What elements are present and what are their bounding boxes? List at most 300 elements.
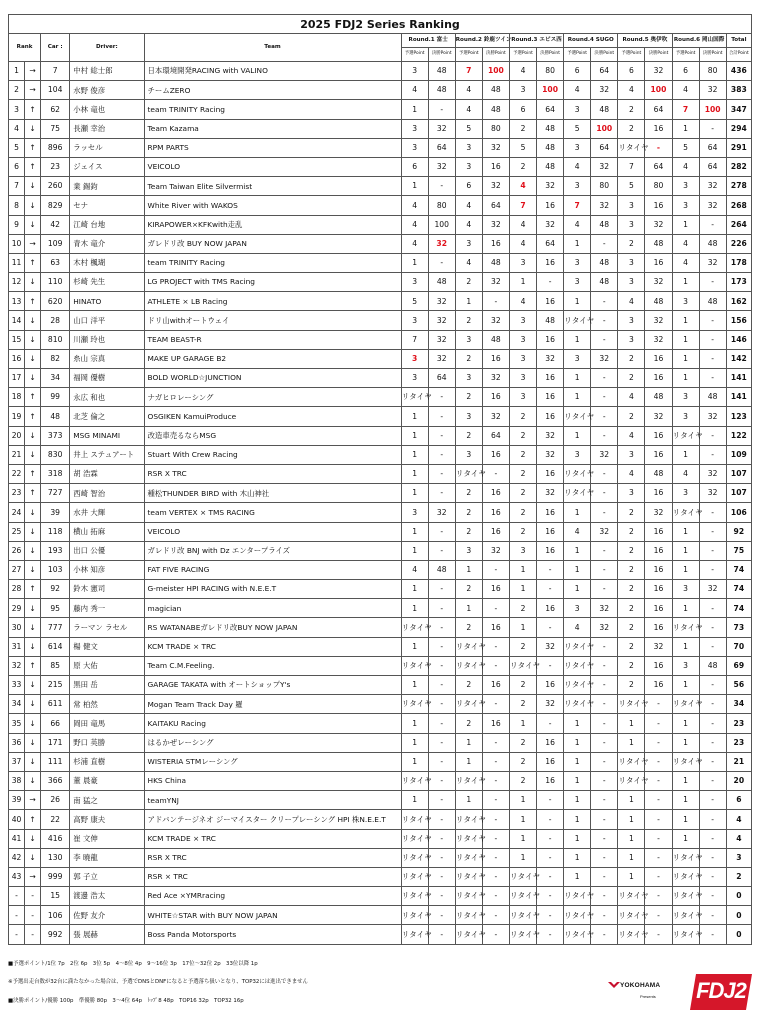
- round-6-header: Round.6 岡山国際: [672, 34, 726, 48]
- r2-final: 48: [482, 100, 509, 119]
- r1-final: -: [428, 867, 455, 886]
- car-number: 85: [41, 656, 70, 675]
- total-points: 20: [726, 771, 751, 790]
- driver-name: 高野 康夫: [70, 810, 144, 829]
- r5-qual: リタイヤ: [618, 771, 645, 790]
- r1-final: 100: [428, 215, 455, 234]
- total-points: 268: [726, 196, 751, 215]
- r5-qual: 2: [618, 100, 645, 119]
- total-points: 69: [726, 656, 751, 675]
- r2-final: -: [482, 464, 509, 483]
- total-points: 141: [726, 369, 751, 388]
- r4-final: 32: [591, 522, 618, 541]
- total-points: 122: [726, 426, 751, 445]
- r3-final: 16: [537, 196, 564, 215]
- r4-qual: 1: [564, 541, 591, 560]
- r6-qual: 1: [672, 541, 699, 560]
- r5-qual: 3: [618, 253, 645, 272]
- r6-qual: リタイヤ: [672, 925, 699, 944]
- r5-qual: 2: [618, 676, 645, 695]
- r5-final: 16: [645, 369, 672, 388]
- table-row: [9, 906, 752, 925]
- rank-change: ↓: [25, 445, 41, 464]
- r6-final: -: [699, 560, 726, 579]
- r3-final: 64: [537, 100, 564, 119]
- car-number: 611: [41, 695, 70, 714]
- r5-qual: 3: [618, 445, 645, 464]
- rank: 20: [9, 426, 25, 445]
- r1-final: 64: [428, 369, 455, 388]
- rank: 42: [9, 848, 25, 867]
- r6-qual: 3: [672, 580, 699, 599]
- team-name: KIRAPOWER×KFKwith走乱: [144, 215, 401, 234]
- r3-final: 48: [537, 311, 564, 330]
- r1-qual: 3: [401, 503, 428, 522]
- rank: 28: [9, 580, 25, 599]
- r1-qual: リタイヤ: [401, 810, 428, 829]
- total-points: 23: [726, 714, 751, 733]
- car-number: 106: [41, 906, 70, 925]
- table-row: [9, 330, 752, 349]
- r6-final: -: [699, 273, 726, 292]
- team-name: ドリ山withオートウェイ: [144, 311, 401, 330]
- car-header: Car :: [41, 34, 70, 62]
- team-name: KCM TRADE × TRC: [144, 637, 401, 656]
- r1-qual: 3: [401, 369, 428, 388]
- r4-qual: 1: [564, 714, 591, 733]
- table-row: [9, 215, 752, 234]
- r3-qual: 3: [509, 253, 536, 272]
- driver-name: 長瀬 幸治: [70, 119, 144, 138]
- table-row: [9, 311, 752, 330]
- r4-qual: 1: [564, 292, 591, 311]
- table-row: [9, 656, 752, 675]
- r4-qual: リタイヤ: [564, 695, 591, 714]
- r1-qual: リタイヤ: [401, 906, 428, 925]
- car-number: 614: [41, 637, 70, 656]
- r6-final: 32: [699, 464, 726, 483]
- rank: 32: [9, 656, 25, 675]
- team-name: Red Ace ×YMRracing: [144, 887, 401, 906]
- car-number: 95: [41, 599, 70, 618]
- driver-name: 井上 ステュアート: [70, 445, 144, 464]
- r5-final: 48: [645, 388, 672, 407]
- r3-qual: 4: [509, 292, 536, 311]
- rank-change: ↓: [25, 522, 41, 541]
- r2-final: 48: [482, 330, 509, 349]
- r5-final: 16: [645, 560, 672, 579]
- team-name: ATHLETE × LB Racing: [144, 292, 401, 311]
- r3-final: 32: [537, 349, 564, 368]
- r4-final: -: [591, 695, 618, 714]
- r4-qual: 3: [564, 253, 591, 272]
- r1-final: -: [428, 388, 455, 407]
- r5-qual: 3: [618, 484, 645, 503]
- r5-final: 16: [645, 426, 672, 445]
- r6-qual: 3: [672, 484, 699, 503]
- r4-final: -: [591, 369, 618, 388]
- r2-final: -: [482, 292, 509, 311]
- r1-final: -: [428, 752, 455, 771]
- driver-name: ラーマン ラセル: [70, 618, 144, 637]
- qual-point-header: 予選Point: [618, 48, 645, 62]
- r2-final: -: [482, 599, 509, 618]
- team-header: Team: [144, 34, 401, 62]
- r3-final: 16: [537, 292, 564, 311]
- r6-qual: 1: [672, 733, 699, 752]
- r3-qual: リタイヤ: [509, 906, 536, 925]
- total-points: 4: [726, 810, 751, 829]
- r3-qual: リタイヤ: [509, 867, 536, 886]
- r3-qual: 2: [509, 599, 536, 618]
- r6-final: -: [699, 925, 726, 944]
- r1-final: 64: [428, 138, 455, 157]
- rank: 6: [9, 157, 25, 176]
- r2-final: 16: [482, 503, 509, 522]
- driver-name: MSG MINAMI: [70, 426, 144, 445]
- table-row: [9, 119, 752, 138]
- r6-qual: 1: [672, 215, 699, 234]
- r4-qual: 3: [564, 445, 591, 464]
- r5-final: 80: [645, 177, 672, 196]
- r1-qual: 3: [401, 273, 428, 292]
- r1-qual: リタイヤ: [401, 388, 428, 407]
- r5-qual: 2: [618, 541, 645, 560]
- driver-name: 糸山 宗真: [70, 349, 144, 368]
- rank-change: ↓: [25, 752, 41, 771]
- r3-final: -: [537, 810, 564, 829]
- rank: 13: [9, 292, 25, 311]
- team-name: TEAM BEAST-R: [144, 330, 401, 349]
- r2-final: 16: [482, 714, 509, 733]
- r4-qual: 3: [564, 100, 591, 119]
- r4-final: -: [591, 867, 618, 886]
- r5-qual: 3: [618, 196, 645, 215]
- rank: -: [9, 887, 25, 906]
- r3-qual: 2: [509, 733, 536, 752]
- r2-qual: リタイヤ: [455, 771, 482, 790]
- r2-final: 80: [482, 119, 509, 138]
- r3-final: 16: [537, 330, 564, 349]
- r4-final: -: [591, 464, 618, 483]
- team-name: 改造車売るならMSG: [144, 426, 401, 445]
- rank: 26: [9, 541, 25, 560]
- rank-change: ↓: [25, 541, 41, 560]
- fdj2-logo: [606, 972, 756, 1016]
- r3-qual: 3: [509, 81, 536, 100]
- r1-final: -: [428, 177, 455, 196]
- car-number: 777: [41, 618, 70, 637]
- driver-name: 江崎 台地: [70, 215, 144, 234]
- r1-qual: 1: [401, 407, 428, 426]
- r3-final: 48: [537, 119, 564, 138]
- rank-change: ↓: [25, 560, 41, 579]
- total-points: 156: [726, 311, 751, 330]
- table-row: [9, 62, 752, 81]
- car-number: 22: [41, 810, 70, 829]
- r4-final: -: [591, 426, 618, 445]
- r4-final: 32: [591, 81, 618, 100]
- r4-qual: 1: [564, 829, 591, 848]
- r6-qual: 5: [672, 138, 699, 157]
- r4-final: -: [591, 829, 618, 848]
- r4-qual: 7: [564, 196, 591, 215]
- table-row: [9, 369, 752, 388]
- r1-qual: 1: [401, 714, 428, 733]
- rank: 12: [9, 273, 25, 292]
- table-row: [9, 771, 752, 790]
- r1-final: -: [428, 426, 455, 445]
- rank: 35: [9, 714, 25, 733]
- table-row: [9, 848, 752, 867]
- r2-final: 16: [482, 445, 509, 464]
- r6-final: -: [699, 330, 726, 349]
- r2-qual: 3: [455, 541, 482, 560]
- r5-final: -: [645, 695, 672, 714]
- qual-point-header: 予選Point: [455, 48, 482, 62]
- r3-final: 32: [537, 637, 564, 656]
- rank-change: ↑: [25, 464, 41, 483]
- ranking-table: [8, 14, 752, 945]
- r5-final: 32: [645, 215, 672, 234]
- r6-qual: 1: [672, 791, 699, 810]
- rank-change: ↓: [25, 349, 41, 368]
- r2-qual: 3: [455, 157, 482, 176]
- total-points: 21: [726, 752, 751, 771]
- r2-final: 48: [482, 81, 509, 100]
- table-row: [9, 196, 752, 215]
- r5-qual: リタイヤ: [618, 887, 645, 906]
- team-name: team TRINITY Racing: [144, 253, 401, 272]
- r2-qual: リタイヤ: [455, 637, 482, 656]
- r1-qual: 3: [401, 62, 428, 81]
- r6-final: -: [699, 810, 726, 829]
- table-row: [9, 867, 752, 886]
- r1-qual: 4: [401, 81, 428, 100]
- r3-final: -: [537, 829, 564, 848]
- r4-final: -: [591, 541, 618, 560]
- r6-final: -: [699, 119, 726, 138]
- r2-final: -: [482, 829, 509, 848]
- rank-change: ↑: [25, 100, 41, 119]
- r4-qual: 3: [564, 138, 591, 157]
- yokohama-mark-icon: [608, 981, 620, 989]
- team-name: BOLD WORLD☆JUNCTION: [144, 369, 401, 388]
- driver-name: 水井 大輝: [70, 503, 144, 522]
- r1-qual: 1: [401, 484, 428, 503]
- r4-qual: 1: [564, 560, 591, 579]
- qual-point-header: 予選Point: [509, 48, 536, 62]
- r4-qual: 1: [564, 733, 591, 752]
- round-3-header: Round.3 エビス西: [509, 34, 563, 48]
- r6-final: 32: [699, 81, 726, 100]
- r1-qual: 5: [401, 292, 428, 311]
- table-row: [9, 560, 752, 579]
- r2-qual: 3: [455, 445, 482, 464]
- driver-name: 渡邊 浩太: [70, 887, 144, 906]
- r6-final: -: [699, 618, 726, 637]
- r5-qual: リタイヤ: [618, 906, 645, 925]
- r3-final: -: [537, 887, 564, 906]
- car-number: 26: [41, 791, 70, 810]
- r5-qual: 2: [618, 618, 645, 637]
- r4-qual: 4: [564, 618, 591, 637]
- r5-qual: 1: [618, 733, 645, 752]
- r4-final: 32: [591, 599, 618, 618]
- r6-qual: リタイヤ: [672, 867, 699, 886]
- r1-final: 32: [428, 503, 455, 522]
- r2-qual: 4: [455, 81, 482, 100]
- r6-final: 32: [699, 407, 726, 426]
- table-row: [9, 234, 752, 253]
- rank-change: ↓: [25, 426, 41, 445]
- r5-final: 48: [645, 292, 672, 311]
- team-name: RPM PARTS: [144, 138, 401, 157]
- r5-final: -: [645, 810, 672, 829]
- r3-qual: 5: [509, 138, 536, 157]
- r3-qual: 1: [509, 848, 536, 867]
- rank-change: ↑: [25, 388, 41, 407]
- r5-final: 16: [645, 484, 672, 503]
- team-name: WHITE☆STAR with BUY NOW JAPAN: [144, 906, 401, 925]
- r3-qual: 2: [509, 522, 536, 541]
- rank: 31: [9, 637, 25, 656]
- r1-qual: 1: [401, 733, 428, 752]
- table-row: [9, 599, 752, 618]
- team-name: FAT FIVE RACING: [144, 560, 401, 579]
- r2-final: -: [482, 733, 509, 752]
- driver-name: 佐野 友介: [70, 906, 144, 925]
- r2-qual: 7: [455, 62, 482, 81]
- r2-qual: 2: [455, 426, 482, 445]
- car-number: 63: [41, 253, 70, 272]
- r4-final: -: [591, 887, 618, 906]
- final-point-header: 決勝Point: [645, 48, 672, 62]
- total-points: 107: [726, 484, 751, 503]
- r3-final: 16: [537, 771, 564, 790]
- rank-change: →: [25, 81, 41, 100]
- notes: [8, 962, 568, 1017]
- r3-final: 16: [537, 503, 564, 522]
- r2-qual: 1: [455, 599, 482, 618]
- r1-final: -: [428, 829, 455, 848]
- car-number: 82: [41, 349, 70, 368]
- r1-final: 32: [428, 349, 455, 368]
- team-name: ナガヒロレーシング: [144, 388, 401, 407]
- r4-final: 32: [591, 196, 618, 215]
- total-points: 107: [726, 464, 751, 483]
- r2-qual: 2: [455, 503, 482, 522]
- table-row: [9, 714, 752, 733]
- r2-final: 16: [482, 676, 509, 695]
- table-row: [9, 695, 752, 714]
- r3-qual: 6: [509, 100, 536, 119]
- r2-final: 32: [482, 541, 509, 560]
- r1-final: -: [428, 848, 455, 867]
- driver-name: 業 錫鈞: [70, 177, 144, 196]
- r6-qual: リタイヤ: [672, 695, 699, 714]
- r5-qual: 1: [618, 791, 645, 810]
- car-number: 48: [41, 407, 70, 426]
- rank-change: -: [25, 925, 41, 944]
- r6-final: -: [699, 426, 726, 445]
- rank: 3: [9, 100, 25, 119]
- rank: 4: [9, 119, 25, 138]
- r4-qual: 1: [564, 848, 591, 867]
- qual-point-header: 予選Point: [672, 48, 699, 62]
- r2-qual: 2: [455, 484, 482, 503]
- r3-final: 16: [537, 752, 564, 771]
- r1-final: -: [428, 714, 455, 733]
- team-name: team TRINITY Racing: [144, 100, 401, 119]
- r4-qual: リタイヤ: [564, 464, 591, 483]
- table-row: [9, 522, 752, 541]
- car-number: 28: [41, 311, 70, 330]
- r3-qual: 3: [509, 311, 536, 330]
- r3-final: 16: [537, 522, 564, 541]
- car-number: 171: [41, 733, 70, 752]
- r2-final: 16: [482, 349, 509, 368]
- r6-final: -: [699, 676, 726, 695]
- rank-change: ↓: [25, 311, 41, 330]
- r3-qual: 2: [509, 426, 536, 445]
- r3-qual: 2: [509, 752, 536, 771]
- r4-qual: 3: [564, 273, 591, 292]
- r5-qual: 4: [618, 81, 645, 100]
- r4-final: -: [591, 791, 618, 810]
- r4-final: 100: [591, 119, 618, 138]
- r6-qual: 1: [672, 637, 699, 656]
- car-number: 260: [41, 177, 70, 196]
- r4-qual: 5: [564, 119, 591, 138]
- r4-qual: リタイヤ: [564, 407, 591, 426]
- r2-qual: 4: [455, 196, 482, 215]
- total-points: 75: [726, 541, 751, 560]
- team-name: WISTERIA STMレーシング: [144, 752, 401, 771]
- rank-change: ↓: [25, 119, 41, 138]
- r4-qual: 1: [564, 426, 591, 445]
- total-points: 173: [726, 273, 751, 292]
- table-title: 2025 FDJ2 Series Ranking: [9, 15, 752, 34]
- round-5-header: Round.5 奥伊吹: [618, 34, 672, 48]
- rank-change: ↑: [25, 157, 41, 176]
- r3-qual: 3: [509, 369, 536, 388]
- total-points: 106: [726, 503, 751, 522]
- r2-qual: リタイヤ: [455, 925, 482, 944]
- r1-qual: 1: [401, 580, 428, 599]
- r5-final: 16: [645, 119, 672, 138]
- rank-change: →: [25, 234, 41, 253]
- r4-qual: リタイヤ: [564, 311, 591, 330]
- car-number: 727: [41, 484, 70, 503]
- rank: 40: [9, 810, 25, 829]
- r6-final: -: [699, 791, 726, 810]
- r2-final: 64: [482, 426, 509, 445]
- r6-final: -: [699, 867, 726, 886]
- car-number: 992: [41, 925, 70, 944]
- driver-name: 常 柏然: [70, 695, 144, 714]
- r5-qual: 4: [618, 426, 645, 445]
- r1-final: -: [428, 637, 455, 656]
- r2-qual: 1: [455, 791, 482, 810]
- r5-qual: リタイヤ: [618, 925, 645, 944]
- team-name: MAKE UP GARAGE B2: [144, 349, 401, 368]
- r1-qual: 6: [401, 157, 428, 176]
- r5-qual: 4: [618, 464, 645, 483]
- r4-final: -: [591, 848, 618, 867]
- r5-final: -: [645, 771, 672, 790]
- r2-final: 16: [482, 522, 509, 541]
